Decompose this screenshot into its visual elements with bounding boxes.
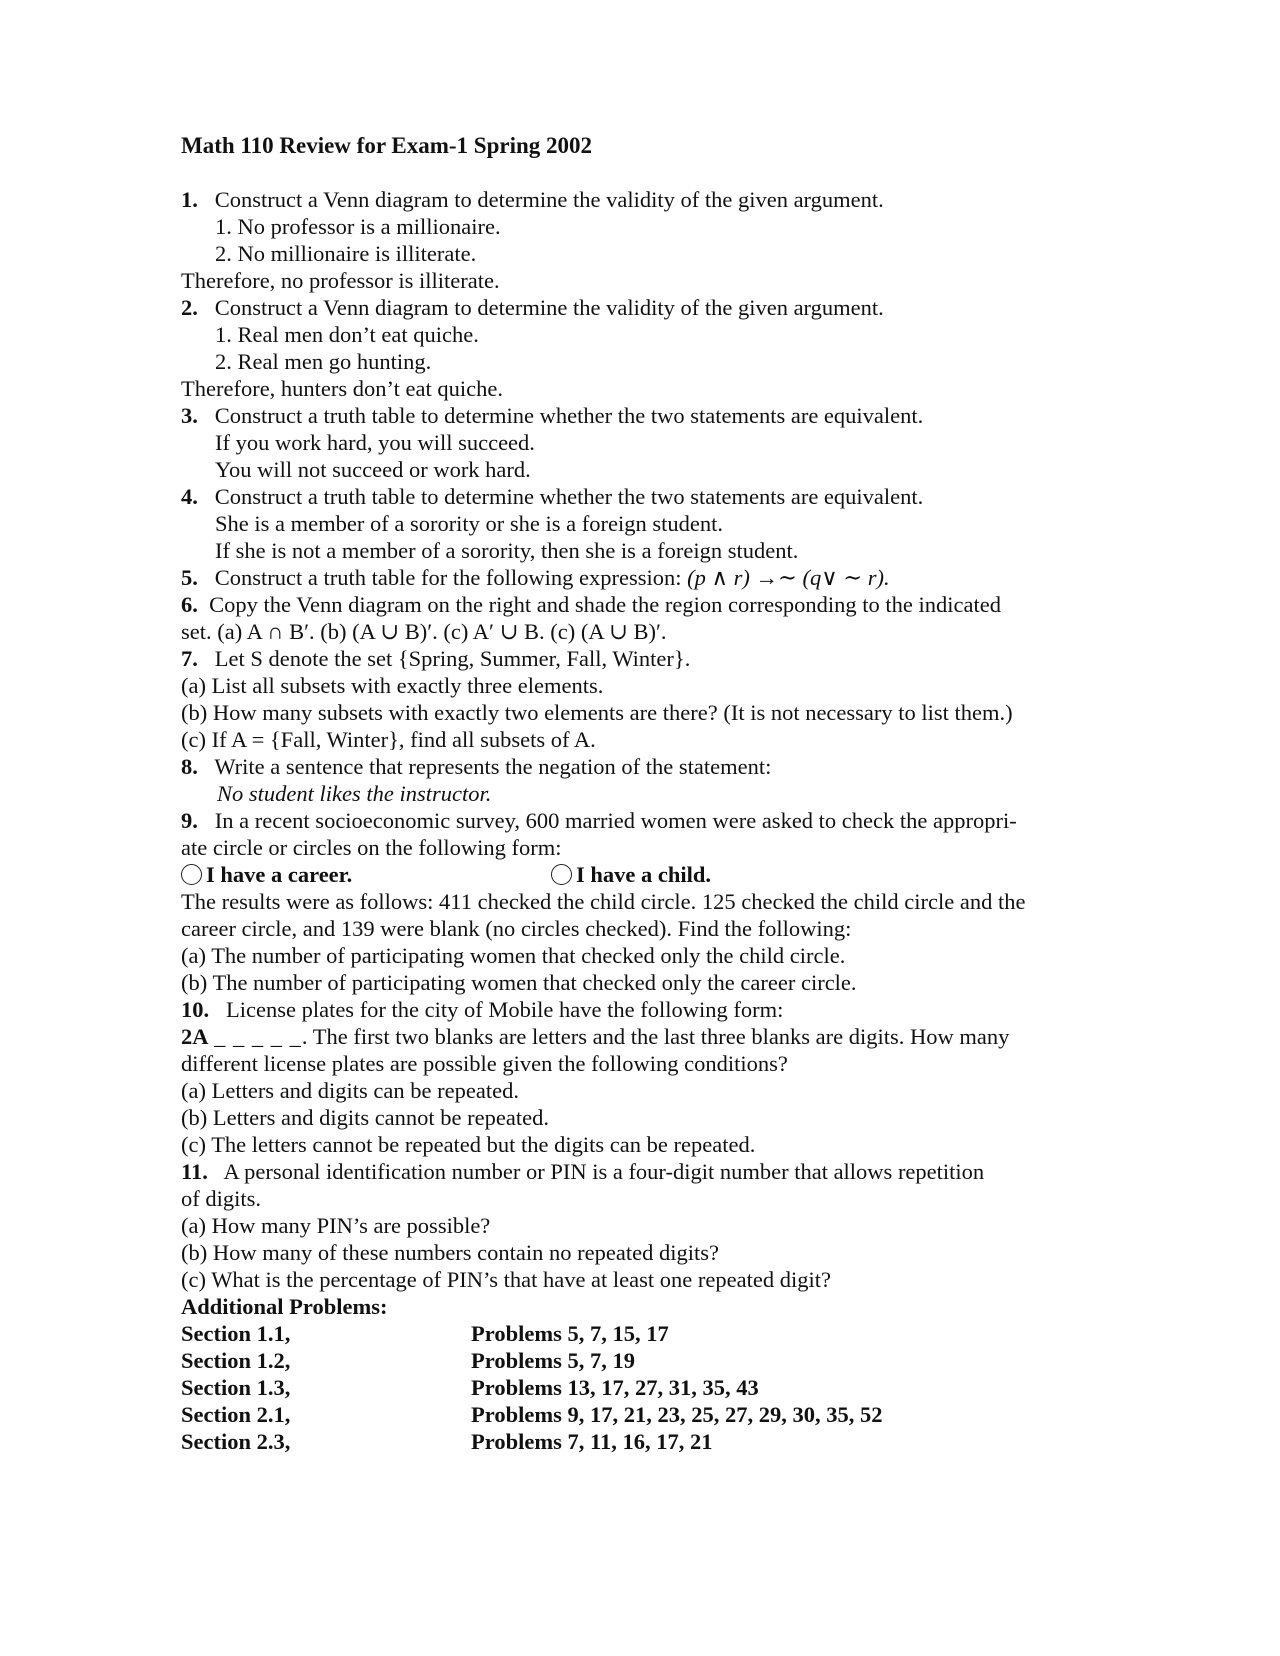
question-3 — [181, 402, 923, 430]
plate-prefix: 2A — [181, 1024, 209, 1049]
additional-heading: Additional Problems: — [181, 1294, 388, 1319]
question-number: 8. — [181, 754, 198, 779]
form-option-child: I have a child. — [551, 861, 711, 889]
plate-description: . The first two blanks are letters and the last three blanks are digits. How many — [301, 1024, 1010, 1049]
statement-1: She is a member of a sorority or she is a foreign student. — [215, 511, 724, 536]
question-text: Copy the Venn diagram on the right and shade the region corresponding to the indicated — [209, 592, 1002, 617]
question-7 — [181, 645, 690, 673]
question-5 — [181, 564, 890, 592]
question-2 — [181, 294, 884, 322]
conclusion: Therefore, hunters don’t eat quiche. — [181, 376, 503, 401]
question-1 — [181, 186, 884, 214]
question-number: 5. — [181, 565, 198, 590]
question-text: Construct a truth table for the following expression: — [214, 565, 682, 590]
question-text: Construct a Venn diagram to determine the validity of the given argument. — [214, 187, 884, 212]
question-number: 10. — [181, 997, 210, 1022]
part-b: (b) The number of participating women that checked only the career circle. — [181, 970, 857, 995]
question-text: Construct a truth table to determine whether the two statements are equivalent. — [214, 484, 924, 509]
section-label: Section 1.2, — [181, 1348, 291, 1373]
statement-2: You will not succeed or work hard. — [215, 457, 531, 482]
question-8 — [181, 753, 771, 781]
question-6 — [181, 591, 1101, 619]
question-11 — [181, 1158, 984, 1186]
question-11-cont: of digits. — [181, 1186, 262, 1211]
circle-icon — [551, 864, 572, 885]
question-text: Construct a Venn diagram to determine the validity of the given argument. — [214, 295, 884, 320]
question-text: A personal identification number or PIN is a four-digit number that allows repetition — [223, 1159, 985, 1184]
problems-list: Problems 7, 11, 16, 17, 21 — [471, 1429, 713, 1454]
form-option-career: I have a career. — [181, 861, 352, 889]
question-number: 2. — [181, 295, 198, 320]
question-text: Construct a truth table to determine whether the two statements are equivalent. — [214, 403, 924, 428]
question-number: 6. — [181, 592, 198, 617]
problems-list: Problems 5, 7, 15, 17 — [471, 1321, 669, 1346]
statement-1: If you work hard, you will succeed. — [215, 430, 535, 455]
premise-2: 2. Real men go hunting. — [215, 349, 432, 374]
question-9-cont: ate circle or circles on the following form: — [181, 835, 562, 860]
results-line-2: career circle, and 139 were blank (no circles checked). Find the following: — [181, 916, 852, 941]
question-10 — [181, 996, 783, 1024]
part-c: (c) What is the percentage of PIN’s that have at least one repeated digit? — [181, 1267, 831, 1292]
plate-blanks: _ _ _ _ _ — [214, 1024, 302, 1049]
part-a: (a) List all subsets with exactly three elements. — [181, 673, 604, 698]
question-9 — [181, 807, 1017, 835]
results-line-1: The results were as follows: 411 checked the child circle. 125 checked the child circle and the — [181, 889, 1026, 914]
section-label: Section 1.1, — [181, 1321, 291, 1346]
part-c: (c) If A = {Fall, Winter}, find all subsets of A. — [181, 727, 596, 752]
question-10-cont: different license plates are possible given the following conditions? — [181, 1051, 788, 1076]
question-number: 11. — [181, 1159, 208, 1184]
question-text: Let S denote the set {Spring, Summer, Fall, Winter}. — [214, 646, 691, 671]
section-label: Section 1.3, — [181, 1375, 291, 1400]
premise-1: 1. Real men don’t eat quiche. — [215, 322, 479, 347]
conclusion: Therefore, no professor is illiterate. — [181, 268, 500, 293]
part-c: (c) The letters cannot be repeated but the digits can be repeated. — [181, 1132, 756, 1157]
logic-expression: (p ∧ r) →∼ (q∨ ∼ r). — [687, 565, 890, 590]
problems-list: Problems 9, 17, 21, 23, 25, 27, 29, 30, 35, 52 — [471, 1402, 883, 1427]
question-number: 4. — [181, 484, 198, 509]
question-6-sets: set. (a) A ∩ B′. (b) (A ∪ B)′. (c) A′ ∪ B. (c) (A ∪ B)′. — [181, 619, 667, 644]
part-a: (a) How many PIN’s are possible? — [181, 1213, 491, 1238]
question-number: 3. — [181, 403, 198, 428]
part-b: (b) Letters and digits cannot be repeated. — [181, 1105, 549, 1130]
question-4 — [181, 483, 923, 511]
section-label: Section 2.1, — [181, 1402, 291, 1427]
part-b: (b) How many of these numbers contain no repeated digits? — [181, 1240, 719, 1265]
statement-2: If she is not a member of a sorority, then she is a foreign student. — [215, 538, 799, 563]
part-a: (a) Letters and digits can be repeated. — [181, 1078, 519, 1103]
problems-list: Problems 13, 17, 27, 31, 35, 43 — [471, 1375, 759, 1400]
question-number: 7. — [181, 646, 198, 671]
question-number: 1. — [181, 187, 198, 212]
section-label: Section 2.3, — [181, 1429, 291, 1454]
premise-2: 2. No millionaire is illiterate. — [215, 241, 477, 266]
part-b: (b) How many subsets with exactly two elements are there? (It is not necessary to list them.) — [181, 700, 1013, 725]
statement: No student likes the instructor. — [217, 781, 492, 806]
premise-1: 1. No professor is a millionaire. — [215, 214, 501, 239]
part-a: (a) The number of participating women that checked only the child circle. — [181, 943, 846, 968]
question-number: 9. — [181, 808, 198, 833]
question-text: In a recent socioeconomic survey, 600 married women were asked to check the appropri- — [214, 808, 1017, 833]
question-text: License plates for the city of Mobile have the following form: — [226, 997, 784, 1022]
problems-list: Problems 5, 7, 19 — [471, 1348, 635, 1373]
plate-form — [181, 1023, 1009, 1051]
page-title: Math 110 Review for Exam-1 Spring 2002 — [181, 133, 593, 158]
question-text: Write a sentence that represents the negation of the statement: — [214, 754, 772, 779]
circle-icon — [181, 864, 202, 885]
